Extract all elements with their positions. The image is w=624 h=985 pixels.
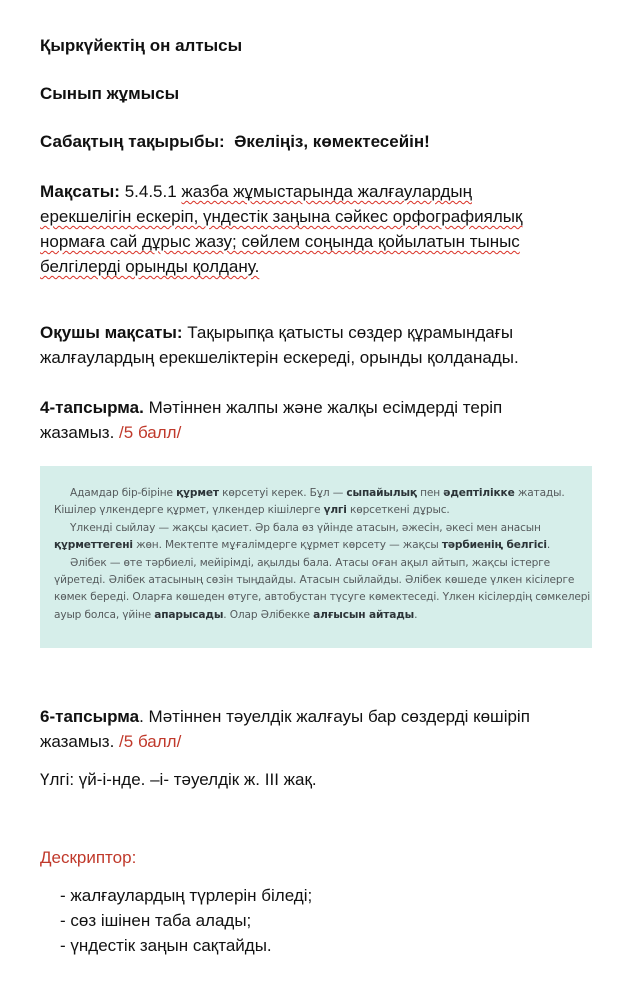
keyword: құрмет [176,487,219,499]
task6-line-1: . Мәтіннен тәуелдік жалғауы бар сөздерді көшіріп [139,707,530,726]
student-goal-label: Оқушы мақсаты: [40,323,183,342]
task6-score: /5 балл/ [119,732,182,751]
text-fragment: . [546,539,551,552]
text-line-7: көмек береді. Оларға көшеден өтуге, автобустан түсуге көмектеседі. Үлкен кісілердің сөмкелері [54,591,591,604]
text-fragment: көрсетуі керек. Бұл — [218,487,347,499]
example-line: Үлгі: үй-і-нде. –і- тәуелдік ж. ІІІ жақ. [40,770,317,789]
descriptor-title: Дескриптор: [40,848,137,867]
text-fragment: пен [416,487,444,499]
goal-line-3: нормаға сай дұрыс жазу; сөйлем соңында қойылатын тыныс [40,232,520,251]
text-fragment: көрсеткені дұрыс. [346,504,450,517]
descriptor-item: - сөз ішінен таба алады; [60,911,252,930]
text-fragment: . [414,608,418,621]
date-line: Қыркүйектің он алтысы [40,36,243,55]
keyword: құрметтегені [54,539,133,552]
goal-line-1: жазба жұмыстарында жалғаулардың [181,182,472,201]
keyword: апарысады [154,608,224,621]
task6-paragraph [40,704,600,754]
student-goal-line-2: жалғаулардың ерекшеліктерін ескереді, орынды қолданады. [40,348,519,367]
topic-line [40,129,600,154]
keyword: алғысын айтады [313,608,415,621]
keyword: сыпайылық [346,487,417,499]
text-line-3: Үлкенді сыйлау — жақсы қасиет. Әр бала өз үйінде атасын, әжесін, әкесі мен анасын [70,521,541,534]
text-line-1 [54,485,580,502]
student-goal-line-1: Тақырыпқа қатысты сөздер құрамындағы [187,323,514,342]
text-line-8 [54,607,580,624]
text-fragment: ауыр болса, үйіне [54,608,155,621]
text-fragment: . Олар Әлібекке [223,608,314,621]
reading-text-box [40,466,592,648]
task6-line-2: жазамыз. [40,732,115,751]
goal-line-4: белгілерді орынды қолдану. [40,257,260,276]
task4-line-2: жазамыз. [40,423,115,442]
topic-label: Сабақтың тақырыбы: [40,132,225,151]
student-goal-paragraph [40,320,600,370]
text-line-5: Әлібек — өте тәрбиелі, мейірімді, ақылды бала. Атасы оған ақыл айтып, жақсы істерге [70,556,551,569]
text-line-2 [54,502,580,519]
task4-line-1: Мәтіннен жалпы және жалқы есімдерді теріп [148,398,503,417]
task4-paragraph [40,395,600,445]
text-fragment: жатады. [514,487,565,499]
goal-code: 5.4.5.1 [124,182,177,201]
text-fragment: Адамдар бір-біріне [70,487,177,499]
task6-label: 6-тапсырма [40,707,140,726]
keyword: әдептілікке [443,487,515,499]
task4-label: 4-тапсырма. [40,398,144,417]
descriptor-item: - үндестік заңын сақтайды. [60,936,272,955]
text-line-6: үйретеді. Әлібек атасының сөзін тыңдайды. Атасын сыйлайды. Әлібек көшеде үлкен кісілерге [54,574,575,587]
text-line-4 [54,537,580,554]
task4-score: /5 балл/ [119,423,182,442]
class-work-heading: Сынып жұмысы [40,84,180,103]
text-fragment: жөн. Мектепте мұғалімдерге құрмет көрсету — жақсы [132,539,442,552]
goal-paragraph [40,179,600,279]
keyword: тәрбиенің белгісі [441,539,547,552]
text-fragment: Кішілер үлкендерге құрмет, үлкендер кішілерге [54,504,324,517]
goal-line-2: ерекшелігін ескеріп, үндестік заңына сәйкес орфографиялық [40,207,523,226]
keyword: үлгі [323,504,347,517]
descriptor-item: - жалғаулардың түрлерін біледі; [60,886,313,905]
topic-value: Әкеліңіз, көмектесейін! [234,132,430,151]
goal-label: Мақсаты: [40,182,120,201]
